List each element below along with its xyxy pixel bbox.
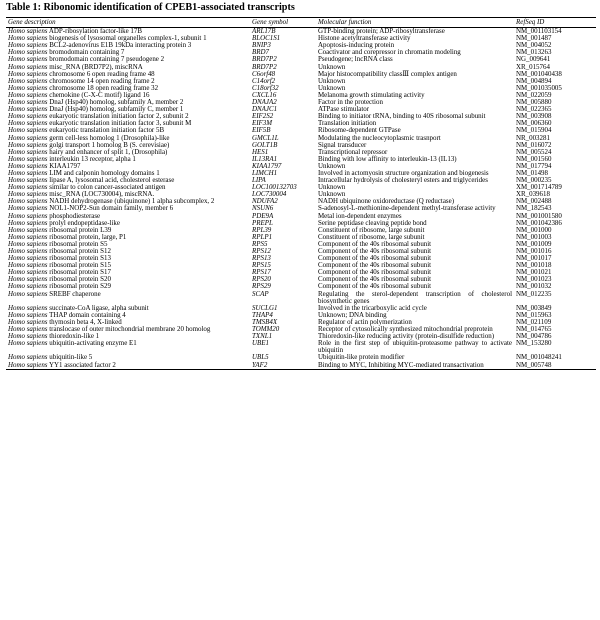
gene-symbol: BRD7P2 xyxy=(252,55,277,64)
gene-symbol: SCAP xyxy=(252,289,269,298)
gene-description: lipase A, lysosomal acid, cholesterol esterase xyxy=(49,176,175,185)
gene-symbol: BRD7 xyxy=(252,48,269,57)
gene-symbol: KIAA1797 xyxy=(252,161,282,170)
gene-symbol: PREPL xyxy=(252,218,273,227)
species-name: Homo sapiens xyxy=(8,119,48,128)
species-name: Homo sapiens xyxy=(8,183,48,192)
table-header xyxy=(6,18,596,28)
gene-symbol: C6orf48 xyxy=(252,69,276,78)
species-name: Homo sapiens xyxy=(8,268,48,277)
refseq-id: NM_001487 xyxy=(516,34,552,43)
gene-description: misc_RNA (LOC730004), miscRNA. xyxy=(49,190,155,199)
molecular-function: Ubiquitin-like protein modifier xyxy=(318,353,405,362)
molecular-function: Pseudogene; lncRNA class xyxy=(318,55,393,64)
species-name: Homo sapiens xyxy=(8,325,48,334)
gene-symbol: TMSB4X xyxy=(252,317,278,326)
refseq-id: NM_001040438 xyxy=(516,69,562,78)
molecular-function: Component of the 40s ribosomal subunit xyxy=(318,247,432,255)
species-name: Homo sapiens xyxy=(8,154,48,163)
molecular-function: Transcriptional repressor xyxy=(318,147,388,156)
gene-description: ribosomal protein S13 xyxy=(49,254,111,263)
refseq-id: NM_015963 xyxy=(516,310,552,319)
gene-description: eukaryotic translation initiation factor 2, subunit 2 xyxy=(49,112,189,121)
species-name: Homo sapiens xyxy=(8,303,48,312)
refseq-id: NM_001023 xyxy=(516,275,552,284)
gene-symbol: RPS15 xyxy=(252,261,271,270)
molecular-function: Thioredoxin-like reducing activity (protein-disulfide reduction) xyxy=(318,332,495,341)
molecular-function: Melanoma growth stimulating activity xyxy=(318,90,425,99)
species-name: Homo sapiens xyxy=(8,310,48,319)
molecular-function: Component of the 40s ribosomal subunit xyxy=(318,239,432,248)
molecular-function: NADH ubiquinone oxidoreductase (Q reductase) xyxy=(318,197,455,206)
gene-description: ubiquitin-like 5 xyxy=(49,353,93,362)
refseq-id: NM_001048241 xyxy=(516,353,562,362)
gene-description: ribosomal protein S20 xyxy=(49,275,111,284)
refseq-id: NM_004052 xyxy=(516,41,552,50)
species-name: Homo sapiens xyxy=(8,62,48,71)
species-name: Homo sapiens xyxy=(8,48,48,57)
gene-description: ribosomal protein, large, P1 xyxy=(49,232,127,241)
gene-symbol: RPS17 xyxy=(252,268,271,277)
gene-description: ribosomal protein L39 xyxy=(49,225,112,234)
species-name: Homo sapiens xyxy=(8,41,48,50)
molecular-function: Unknown xyxy=(318,83,346,92)
species-name: Homo sapiens xyxy=(8,133,48,142)
gene-description: ubiquitin-activating enzyme E1 xyxy=(49,339,137,348)
molecular-function: Component of the 40s ribosomal subunit xyxy=(318,275,432,284)
gene-symbol: EIF3M xyxy=(252,119,273,128)
gene-description: ribosomal protein S15 xyxy=(49,261,111,270)
species-name: Homo sapiens xyxy=(8,98,48,107)
molecular-function: Involved in actomyosin structure organization and biogenesis xyxy=(318,168,489,177)
refseq-id: NM_001017 xyxy=(516,254,552,263)
molecular-function: Binding with low affinity to interleukin-13 (IL13) xyxy=(318,154,457,163)
gene-description: germ cell-less homolog 1 (Drosophila)-like xyxy=(49,133,170,142)
gene-symbol: EIF2S2 xyxy=(252,112,274,121)
molecular-function: Unknown xyxy=(318,183,346,192)
species-name: Homo sapiens xyxy=(8,239,48,248)
gene-symbol: UBE1 xyxy=(252,339,269,348)
molecular-function: Histone acetyltransferase activity xyxy=(318,34,411,43)
gene-description: bromodomain containing 7 pseudogene 2 xyxy=(49,55,165,64)
gene-symbol: IL13RA1 xyxy=(252,154,278,163)
molecular-function: Coactivator and corepressor in chromatin modeling xyxy=(318,48,461,57)
molecular-function: Component of the 40s ribosomal subunit xyxy=(318,261,432,270)
refseq-id: NM_003908 xyxy=(516,112,552,121)
molecular-function: Ribosome-dependent GTPase xyxy=(318,126,401,135)
gene-description: DnaJ (Hsp40) homolog, subfamily C, member 1 xyxy=(49,105,184,114)
table-row xyxy=(6,362,596,370)
gene-symbol: C14orf2 xyxy=(252,76,276,85)
header-refseq-id: RefSeq ID xyxy=(514,18,596,28)
molecular-function: Metal ion-dependent enzymes xyxy=(318,211,402,220)
refseq-id: NM_022365 xyxy=(516,105,552,114)
refseq-id: NM_001003 xyxy=(516,232,552,241)
gene-symbol: LIMCH1 xyxy=(252,168,278,177)
species-name: Homo sapiens xyxy=(8,225,48,234)
molecular-function: Binding to MYC, Inhibiting MYC-mediated transactivation xyxy=(316,362,514,370)
gene-description: eukaryotic translation initiation factor 5B xyxy=(49,126,165,135)
gene-description: chromosome 14 open reading frame 2 xyxy=(49,76,155,85)
refseq-id: NM_182543 xyxy=(516,204,552,213)
refseq-id: NM_013263 xyxy=(516,48,552,57)
gene-symbol: BRD7P2 xyxy=(252,62,277,71)
molecular-function: S-adenosyl-L-methionine-dependent methyl-transferase activity xyxy=(318,204,496,213)
refseq-id: NM_001009 xyxy=(516,239,552,248)
refseq-id: NM_000235 xyxy=(516,176,552,185)
molecular-function: Major histocompatibility classⅢ complex antigen xyxy=(318,69,457,78)
table-title: Table 1: Ribonomic identification of CPEB1-associated transcripts xyxy=(6,2,295,13)
gene-description: NADH dehydrogenase (ubiquinone) 1 alpha subcomplex, 2 xyxy=(49,197,215,206)
gene-symbol: NSUN6 xyxy=(252,204,274,213)
gene-symbol: ARL17B xyxy=(252,27,276,36)
gene-description: THAP domain containing 4 xyxy=(49,310,126,319)
gene-description: ribosomal protein S17 xyxy=(49,268,111,277)
gene-symbol: C18orf32 xyxy=(252,83,279,92)
species-name: Homo sapiens xyxy=(8,34,48,43)
gene-symbol: LIPA xyxy=(252,176,266,185)
molecular-function: Factor in the protection xyxy=(318,98,383,107)
molecular-function: Signal transducer xyxy=(318,140,367,149)
gene-description: biogenesis of lysosomal organelles complex-1, subunit 1 xyxy=(49,34,207,43)
molecular-function: Binding to initiator tRNA, binding to 40S ribosomal subunit xyxy=(318,112,486,121)
molecular-function: Component of the 40s ribosomal subunit xyxy=(318,254,432,263)
gene-description: phosphodiesterase xyxy=(49,211,101,220)
refseq-id: NM_001103154 xyxy=(516,27,562,36)
species-name: Homo sapiens xyxy=(8,105,48,114)
species-name: Homo sapiens xyxy=(8,176,48,185)
gene-description: eukaryotic translation initiation factor 3, subunit M xyxy=(49,119,192,128)
molecular-function: Involved in the tricarboxylic acid cycle xyxy=(318,303,427,312)
refseq-id: NM_001016 xyxy=(516,247,552,255)
species-name: Homo sapiens xyxy=(8,247,48,255)
gene-description: NOL1-NOP2-Sun domain family, member 6 xyxy=(49,204,174,213)
refseq-id: NM_015904 xyxy=(516,126,552,135)
species-name: Homo sapiens xyxy=(8,254,48,263)
species-name: Homo sapiens xyxy=(8,76,48,85)
gene-symbol: RPS29 xyxy=(252,282,271,291)
gene-description: hairy and enhancer of split 1, (Drosophila) xyxy=(49,147,168,156)
gene-description: translocase of outer mitochondrial membrane 20 homolog xyxy=(49,325,211,334)
gene-symbol: THAP4 xyxy=(252,310,273,319)
species-name: Homo sapiens xyxy=(8,190,48,199)
gene-symbol: RPLP1 xyxy=(252,232,273,241)
gene-symbol: TOMM20 xyxy=(252,325,280,334)
molecular-function: Component of the 40s ribosomal subunit xyxy=(318,268,432,277)
gene-description: chromosome 18 open reading frame 32 xyxy=(49,83,159,92)
species-name: Homo sapiens xyxy=(8,275,48,284)
species-name: Homo sapiens xyxy=(8,317,48,326)
gene-description: thymosin beta 4, X-linked xyxy=(49,317,122,326)
refseq-id: NM_005880 xyxy=(516,98,552,107)
refseq-id: XR_015764 xyxy=(516,62,550,71)
gene-description: BCL2-adenovirus E1B 19kDa interacting protein 3 xyxy=(49,41,192,50)
gene-description: chemokine (C-X-C motif) ligand 16 xyxy=(49,90,150,99)
gene-description: ribosomal protein S12 xyxy=(49,247,111,255)
gene-description: golgi transport 1 homolog B (S. cerevisiae) xyxy=(49,140,170,149)
gene-description: LIM and calponin homology domains 1 xyxy=(49,168,160,177)
species-name: Homo sapiens xyxy=(8,140,48,149)
species-name: Homo sapiens xyxy=(8,197,48,206)
molecular-function: Serine peptidase cleaving peptide bond xyxy=(318,218,427,227)
refseq-id: NM_005524 xyxy=(516,147,552,156)
gene-description: ribosomal protein S5 xyxy=(49,239,108,248)
gene-symbol: GMCL1L xyxy=(252,133,279,142)
gene-symbol: SUCLG1 xyxy=(252,303,278,312)
species-name: Homo sapiens xyxy=(8,339,48,348)
molecular-function: Apoptosis-inducing protein xyxy=(318,41,395,50)
species-name: Homo sapiens xyxy=(8,27,48,36)
refseq-id: NM_022059 xyxy=(516,90,552,99)
header-row xyxy=(6,18,596,28)
refseq-id: NM_001032 xyxy=(516,282,552,291)
species-name: Homo sapiens xyxy=(8,360,48,369)
table-row xyxy=(6,340,596,354)
gene-symbol: NDUFA2 xyxy=(252,197,278,206)
gene-symbol: BLOC1S1 xyxy=(252,34,281,43)
molecular-function: Regulating the sterol-dependent transcription of cholesterol biosynthetic genes xyxy=(318,289,512,305)
gene-description: prolyl endopeptidase-like xyxy=(49,218,120,227)
refseq-id: NM_014765 xyxy=(516,325,552,334)
gene-symbol: RPS12 xyxy=(252,247,271,255)
molecular-function: Receptor of cytosolically synthesized mitochondrial preprotein xyxy=(318,325,493,334)
gene-description: misc_RNA (BRD7P2), miscRNA xyxy=(49,62,143,71)
gene-description: thioredoxin-like 1 xyxy=(49,332,100,341)
refseq-id: NR_003281 xyxy=(516,133,550,142)
species-name: Homo sapiens xyxy=(8,90,48,99)
molecular-function: Modulating the nucleocytoplasmic trasnport xyxy=(318,133,441,142)
refseq-id: NM_004894 xyxy=(516,76,552,85)
refseq-id: NM_001001580 xyxy=(516,211,562,220)
molecular-function: Component of the 40s ribosomal subunit xyxy=(318,282,432,291)
species-name: Homo sapiens xyxy=(8,126,48,135)
gene-description: succinate-CoA ligase, alpha subunit xyxy=(49,303,149,312)
gene-description-cell xyxy=(6,291,250,305)
molecular-function: Unknown; DNA binding xyxy=(318,310,387,319)
transcripts-table xyxy=(6,17,596,370)
refseq-id: NM_004786 xyxy=(516,332,552,341)
refseq-id: NM_001560 xyxy=(516,154,552,163)
gene-symbol: GOLT1B xyxy=(252,140,278,149)
refseq-id: NM_001042386 xyxy=(516,218,562,227)
species-name: Homo sapiens xyxy=(8,69,48,78)
molecular-function: Role in the first step of ubiquitin-proteasome pathway to activate ubiquitin xyxy=(318,339,512,355)
gene-symbol: TXNL1 xyxy=(252,332,273,341)
molecular-function: Constituent of ribosome, large subunit xyxy=(318,232,425,241)
gene-symbol: RPS13 xyxy=(252,254,271,263)
gene-description: DnaJ (Hsp40) homolog, subfamily A, member 2 xyxy=(49,98,184,107)
refseq-id: NM_016072 xyxy=(516,140,552,149)
species-name: Homo sapiens xyxy=(8,332,48,341)
gene-description: KIAA1797 xyxy=(49,161,81,170)
species-name: Homo sapiens xyxy=(8,161,48,170)
gene-description-cell xyxy=(6,362,250,370)
gene-description: YY1 associated factor 2 xyxy=(49,360,116,369)
gene-symbol: RPS20 xyxy=(252,275,271,284)
gene-description: similar to colon cancer-associated antigen xyxy=(49,183,166,192)
gene-symbol: LOC730004 xyxy=(252,190,287,199)
gene-symbol: PDE9A xyxy=(252,211,274,220)
refseq-id: NM_153280 xyxy=(516,339,552,348)
refseq-id: XR_039618 xyxy=(516,190,550,199)
gene-symbol: LOC100132703 xyxy=(252,183,297,192)
header-gene-symbol: Gene symbol xyxy=(250,18,316,28)
species-name: Homo sapiens xyxy=(8,211,48,220)
table-row xyxy=(6,291,596,305)
refseq-id: NM_012235 xyxy=(516,289,552,298)
molecular-function: Unknown xyxy=(318,190,346,199)
gene-description-cell xyxy=(6,340,250,354)
gene-description: bromodomain containing 7 xyxy=(49,48,125,57)
species-name: Homo sapiens xyxy=(8,204,48,213)
molecular-function: Unknown xyxy=(318,62,346,71)
gene-description: ribosomal protein S29 xyxy=(49,282,111,291)
refseq-id: NM_003849 xyxy=(516,303,552,312)
refseq-id: NM_006360 xyxy=(516,119,552,128)
refseq-id: NM_001000 xyxy=(516,225,552,234)
gene-symbol: UBL5 xyxy=(252,353,269,362)
molecular-function: Translation initiation xyxy=(318,119,377,128)
species-name: Homo sapiens xyxy=(8,168,48,177)
gene-symbol: YAF2 xyxy=(250,362,316,370)
refseq-id: NM_001035005 xyxy=(516,83,562,92)
refseq-id: NM_001018 xyxy=(516,261,552,270)
refseq-id: NM_002488 xyxy=(516,197,552,206)
species-name: Homo sapiens xyxy=(8,289,48,298)
molecular-function: Unknown xyxy=(318,161,346,170)
header-molecular-function: Molecular function xyxy=(316,18,514,28)
header-gene-description: Gene description xyxy=(6,18,250,28)
species-name: Homo sapiens xyxy=(8,261,48,270)
species-name: Homo sapiens xyxy=(8,353,48,362)
table-body xyxy=(6,28,596,370)
species-name: Homo sapiens xyxy=(8,55,48,64)
gene-symbol: HES1 xyxy=(252,147,269,156)
gene-symbol: DNAJA2 xyxy=(252,98,277,107)
gene-symbol: DNAJC1 xyxy=(252,105,278,114)
refseq-id: XM_001714789 xyxy=(516,183,562,192)
species-name: Homo sapiens xyxy=(8,218,48,227)
refseq-id: NM_01498 xyxy=(516,168,548,177)
refseq-id: NM_017794 xyxy=(516,161,552,170)
gene-description: ADP-ribosylation factor-like 17B xyxy=(48,27,142,36)
refseq-id: NM_001021 xyxy=(516,268,552,277)
gene-symbol: RPL39 xyxy=(252,225,272,234)
gene-symbol: EIF5B xyxy=(252,126,271,135)
gene-symbol: BNIP3 xyxy=(252,41,271,50)
species-name: Homo sapiens xyxy=(8,83,48,92)
molecular-function: Intracellular hydrolysis of cholesteryl esters and triglycerides xyxy=(318,176,488,185)
refseq-id: NG_009641 xyxy=(516,55,551,64)
molecular-function: Regulator of actin polymerization xyxy=(318,317,412,326)
table-row xyxy=(6,156,596,163)
gene-description: interleukin 13 receptor, alpha 1 xyxy=(49,154,136,163)
gene-symbol: RPS5 xyxy=(252,239,268,248)
gene-description: SREBF chaperone xyxy=(49,289,101,298)
molecular-function: ATPase stimulator xyxy=(318,105,370,114)
molecular-function: Constituent of ribosome, large subunit xyxy=(318,225,425,234)
refseq-id: NM_005748 xyxy=(514,362,596,370)
molecular-function: Unknown xyxy=(318,76,346,85)
species-name: Homo sapiens xyxy=(8,147,48,156)
gene-symbol: CXCL16 xyxy=(252,90,277,99)
gene-description: chromosome 6 open reading frame 48 xyxy=(49,69,155,78)
species-name: Homo sapiens xyxy=(8,232,48,241)
molecular-function: GTP-binding protein; ADP-ribosyltransferase xyxy=(318,27,445,36)
species-name: Homo sapiens xyxy=(8,282,48,291)
species-name: Homo sapiens xyxy=(8,112,48,121)
refseq-id: NM_021109 xyxy=(516,317,552,326)
